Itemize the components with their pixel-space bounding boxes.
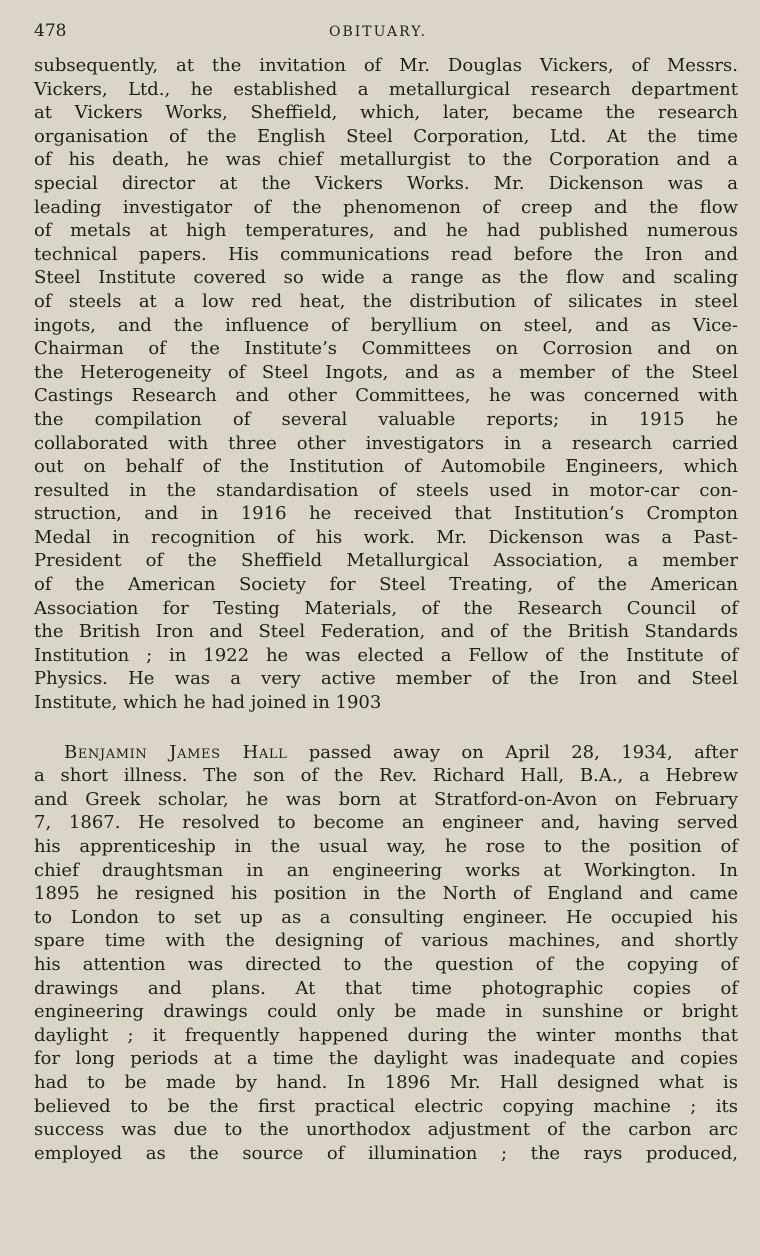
text-line: ingots, and the influence of beryllium on steel, and as Vice-: [34, 314, 738, 336]
text-line: special director at the Vickers Works. Mr. Dickenson was a: [34, 172, 738, 194]
text-line: collaborated with three other investigators in a research carried: [34, 432, 738, 454]
text-line: spare time with the designing of various machines, and shortly: [34, 930, 738, 952]
text-line: Steel Institute covered so wide a range as the flow and scaling: [34, 267, 738, 289]
text-line: believed to be the first practical electric copying machine ; its: [34, 1095, 738, 1117]
text-line: at Vickers Works, Sheffield, which, later, became the research: [34, 102, 738, 124]
text-line: of the American Society for Steel Treating, of the American: [34, 574, 738, 596]
paragraph-first-line: [34, 741, 738, 765]
text-line: his attention was directed to the question of the copying of: [34, 953, 738, 975]
text-line: organisation of the English Steel Corporation, Ltd. At the time: [34, 125, 738, 147]
first-line-text: passed away on April 28, 1934, after: [287, 741, 738, 763]
text-line: resulted in the standardisation of steels used in motor-car con-: [34, 479, 738, 501]
text-line: Castings Research and other Committees, he was concerned with: [34, 385, 738, 407]
text-line: 7, 1867. He resolved to become an engineer and, having served: [34, 812, 738, 834]
text-line: the British Iron and Steel Federation, and of the British Standards: [34, 621, 738, 643]
text-line: engineering drawings could only be made in sunshine or bright: [34, 1001, 738, 1023]
text-line: President of the Sheffield Metallurgical Association, a member: [34, 550, 738, 572]
text-line: of his death, he was chief metallurgist to the Corporation and a: [34, 149, 738, 171]
text-line: chief draughtsman in an engineering works at Workington. In: [34, 859, 738, 881]
text-line: Medal in recognition of his work. Mr. Dickenson was a Past-: [34, 526, 738, 548]
obituary-paragraph-dickenson: [34, 54, 738, 715]
text-line: of steels at a low red heat, the distribution of silicates in steel: [34, 290, 738, 312]
text-line: daylight ; it frequently happened during the winter months that: [34, 1024, 738, 1046]
text-line: to London to set up as a consulting engineer. He occupied his: [34, 906, 738, 928]
text-line: the Heterogeneity of Steel Ingots, and as a member of the Steel: [34, 361, 738, 383]
obituary-name: Benjamin James Hall: [64, 741, 288, 763]
text-line: Institute, which he had joined in 1903: [34, 692, 382, 714]
text-line: struction, and in 1916 he received that Institution’s Crompton: [34, 503, 738, 525]
text-line: Chairman of the Institute’s Committees on Corrosion and on: [34, 338, 738, 360]
text-line: for long periods at a time the daylight was inadequate and copies: [34, 1048, 738, 1070]
text-line: his apprenticeship in the usual way, he rose to the position of: [34, 836, 738, 857]
text-line: Institution ; in 1922 he was elected a Fellow of the Institute of: [34, 644, 738, 666]
text-line: 1895 he resigned his position in the North of England and came: [34, 883, 738, 905]
text-line: Association for Testing Materials, of the Research Council of: [34, 597, 738, 619]
text-line: technical papers. His communications read before the Iron and: [34, 243, 738, 265]
text-line: out on behalf of the Institution of Automobile Engineers, which: [34, 456, 738, 478]
text-line: a short illness. The son of the Rev. Richard Hall, B.A., a Hebrew: [34, 765, 738, 787]
running-title: OBITUARY.: [329, 24, 428, 40]
text-line: of metals at high temperatures, and he had published numerous: [34, 220, 738, 242]
text-line: had to be made by hand. In 1896 Mr. Hall designed what is: [34, 1071, 738, 1093]
obituary-paragraph-hall: [34, 741, 738, 1166]
text-line: employed as the source of illumination ; the rays produced,: [34, 1142, 738, 1164]
text-line: Physics. He was a very active member of the Iron and Steel: [34, 668, 738, 690]
text-line: Vickers, Ltd., he established a metallurgical research department: [34, 78, 738, 100]
text-line: drawings and plans. At that time photographic copies of: [34, 977, 738, 999]
text-line: success was due to the unorthodox adjustment of the carbon arc: [34, 1119, 738, 1141]
text-line: and Greek scholar, he was born at Stratford-on-Avon on February: [34, 788, 738, 810]
running-head: [34, 20, 738, 50]
text-line: leading investigator of the phenomenon of creep and the flow: [34, 196, 738, 218]
text-line: subsequently, at the invitation of Mr. Douglas Vickers, of Messrs.: [34, 55, 738, 76]
text-line: the compilation of several valuable reports; in 1915 he: [34, 408, 738, 430]
page-number: 478: [34, 21, 67, 41]
